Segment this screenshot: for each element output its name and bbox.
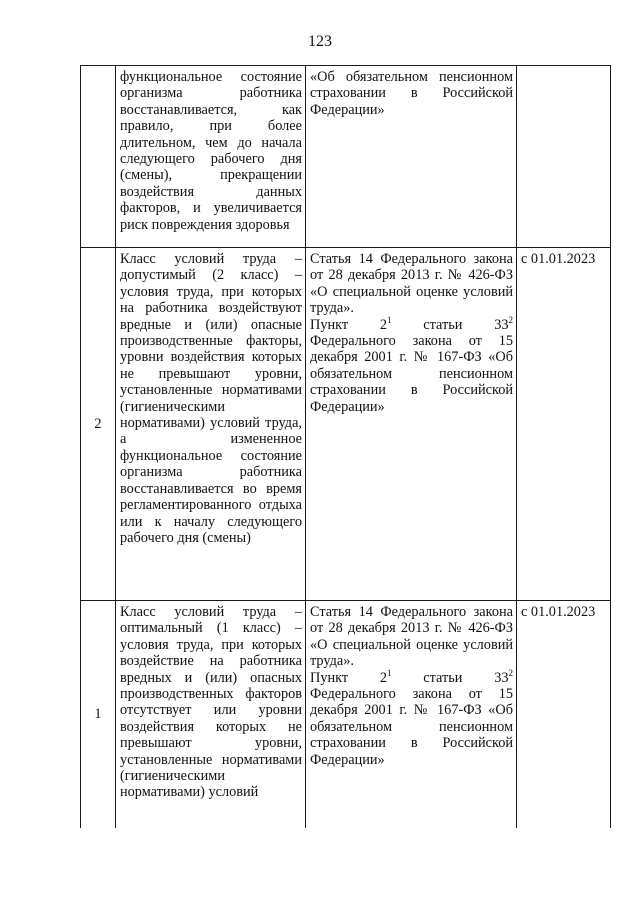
class-description-cell: Класс условий труда – оптимальный (1 класс) – условия труда, при которых воздействие на работника вредных и (или) опасных производственных факторов отсутствует или уровни воздействия которых не превышают уровни, установленные нормативами (гигиеническими нормативами) условий xyxy=(116,601,306,829)
legal-basis-article-14: Статья 14 Федерального закона от 28 декабря 2013 г. № 426-ФЗ «О специальной оценке условий труда». xyxy=(310,251,513,317)
class-description-cell: функциональное состояние организма работника восстанавливается, как правило, при более длительном, чем до начала следующего рабочего дня (смены), прекращении воздействия данных факторов, и увеличивается риск повреждения здоровья xyxy=(116,66,306,248)
legal-basis-cell xyxy=(306,66,517,248)
page-number: 123 xyxy=(308,33,332,50)
legal-basis-article-14: Статья 14 Федерального закона от 28 декабря 2013 г. № 426-ФЗ «О специальной оценке условий труда». xyxy=(310,604,513,670)
class-description-cell: Класс условий труда – допустимый (2 класс) – условия труда, при которых на работника воздействуют вредные и (или) опасные производственные факторы, уровни воздействия которых не превышают уровни, установленные нормативами (гигиеническими нормативами) условий труда, а измененное функциональное состояние организма работника восстанавливается во время регламентированного отдыха или к началу следующего рабочего дня (смены) xyxy=(116,248,306,601)
legal-basis-text: «Об обязательном пенсионном страховании в Российской Федерации» xyxy=(310,69,513,118)
effective-date-cell: с 01.01.2023 xyxy=(517,601,611,829)
legal-basis-pension-law: Пункт $2^1$ статьи $33^2$ Федерального закона от 15 декабря 2001 г. № 167-ФЗ «Об обязательном пенсионном страховании в Российской Федерации» xyxy=(310,314,513,415)
legal-basis-cell xyxy=(306,248,517,601)
table-row xyxy=(81,601,611,829)
table-row xyxy=(81,248,611,601)
effective-date-cell: с 01.01.2023 xyxy=(517,248,611,601)
row-number-cell: 2 xyxy=(81,248,116,601)
row-number-cell: 1 xyxy=(81,601,116,829)
legal-basis-cell xyxy=(306,601,517,829)
row-number-cell xyxy=(81,66,116,248)
effective-date-cell xyxy=(517,66,611,248)
regulation-table xyxy=(80,65,611,828)
table-row xyxy=(81,66,611,248)
legal-basis-pension-law: Пункт $2^1$ статьи $33^2$ Федерального закона от 15 декабря 2001 г. № 167-ФЗ «Об обязательном пенсионном страховании в Российской Федерации» xyxy=(310,667,513,768)
